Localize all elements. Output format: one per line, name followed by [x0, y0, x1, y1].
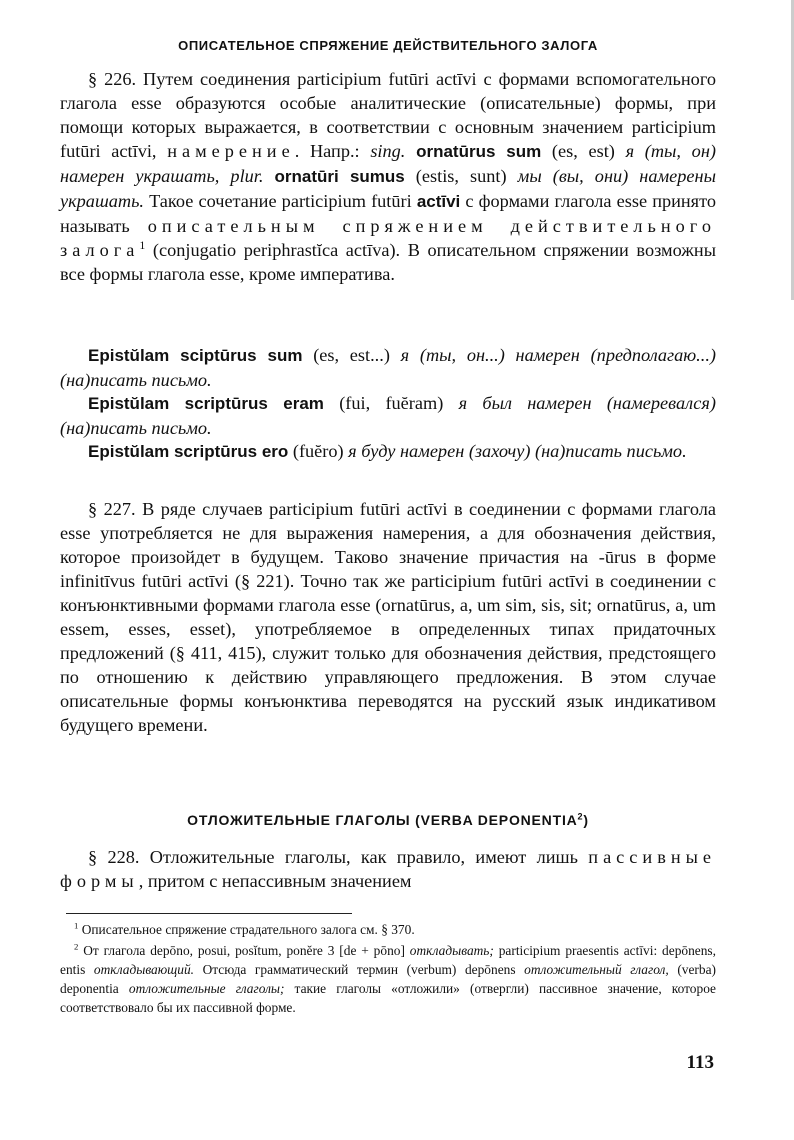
footnote-1: $^1$ Описательное спряжение страдательного залога см. § 370.: [74, 920, 415, 937]
paragraph-226: § 226. Путем соединения participium futūri actīvi с формами вспомогательного глагола esse образуются особые аналитические (описательные) формы, при помощи которых выражается, в соответствии с основным значением participium futūri actīvi, намерение. Напр.: sing. ornatūrus sum (es, est) я (ты, он) намерен украшать, plur. ornatūri sumus (estis, sunt) мы (вы, они) намерены украшать. Такое сочетание participium futūri actīvi с формами глагола esse принято называть описательным спряжением действительного залога$^1$ (conjugatio periphrastĭca actīva). В описательном спряжении возможны все формы глагола esse, кроме императива.: [60, 69, 716, 284]
section-heading: ОТЛОЖИТЕЛЬНЫЕ ГЛАГОЛЫ (VERBA DEPONENTIA$^2$): [187, 811, 589, 828]
section-number: § 227.: [88, 499, 136, 519]
page-number: 113: [686, 1052, 714, 1073]
paragraph-228: § 228. Отложительные глаголы, как правило, имеют лишь пассивные формы, притом с непассивным значением: [60, 847, 717, 891]
example: Epistŭlam scriptūrus ero (fuĕro) я буду намерен (захочу) (на)писать письмо.: [88, 441, 687, 461]
running-header: ОПИСАТЕЛЬНОЕ СПРЯЖЕНИЕ ДЕЙСТВИТЕЛЬНОГО ЗАЛОГА: [178, 38, 598, 53]
paragraph-227: § 227. В ряде случаев participium futūri actīvi в соединении с формами глагола esse употребляется не для выражения намерения, а для обозначения действия, которое произойдет в будущем. Таково значение причастия на -ūrus в форме infinitīvus futūri actīvi (§ 221). Точно так же participium futūri actīvi в соединении с конъюнктивными формами глагола esse (ornatūrus, a, um sim, sis, sit; ornatūrus, a, um essem, esses, esset), употребляемое в определенных типах придаточных предложений (§ 411, 415), служит только для обозначения действия, предстоящего по отношению к действию управляющего предложения. В этом случае описательные формы конъюнктива переводятся на русский язык индикативом будущего времени.: [60, 499, 716, 735]
footnote-2: $^2$ От глагола depōno, posui, posĭtum, ponĕre 3 [de + pōno] откладывать; participium praesentis actīvi: depōnens, entis откладывающий. Отсюда грамматический термин (verbum) depōnens отложительный глагол, (verba) deponentia отложительные глаголы; такие глаголы «отложили» (отвергли) пассивное значение, которое соответствовало бы их пассивной форме.: [60, 941, 716, 1015]
section-number: § 228.: [88, 847, 140, 867]
footnote-divider: [66, 913, 352, 914]
example: Epistŭlam sciptūrus sum (es, est...) я (ты, он...) намерен (предполагаю...) (на)писать письмо.: [60, 345, 716, 390]
section-number: § 226.: [88, 69, 137, 89]
example: Epistŭlam scriptūrus eram (fui, fuĕram) я был намерен (намеревался) (на)писать письмо.: [60, 393, 716, 438]
footnote-ref: 1: [139, 237, 146, 252]
